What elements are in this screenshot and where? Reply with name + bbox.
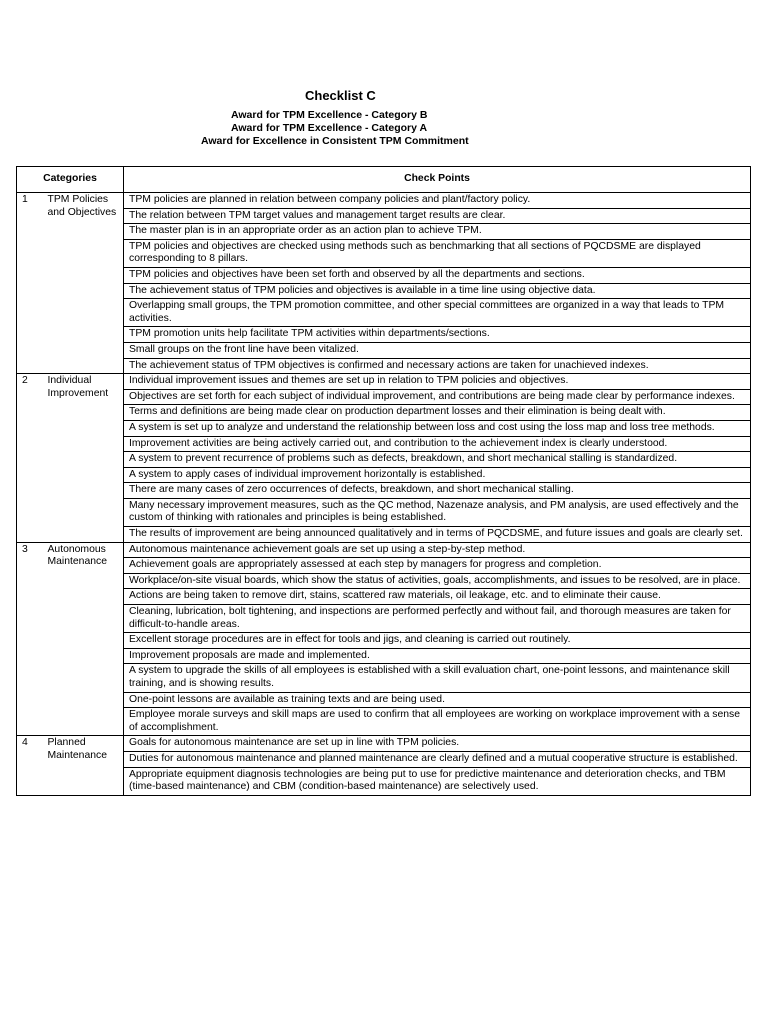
check-point: TPM promotion units help facilitate TPM activities within departments/sections.	[124, 327, 751, 343]
table-row	[17, 267, 751, 283]
table-row	[17, 327, 751, 343]
table-row	[17, 751, 751, 767]
check-point: Cleaning, lubrication, bolt tightening, and inspections are performed perfectly and without fail, and thorough measures are taken for difficult-to-handle areas.	[124, 605, 751, 633]
table-row	[17, 633, 751, 649]
table-row	[17, 589, 751, 605]
table-row	[17, 664, 751, 692]
table-row	[17, 527, 751, 543]
check-point: TPM policies and objectives are checked using methods such as benchmarking that all sections of PQCDSME are displayed corresponding to 8 pillars.	[124, 239, 751, 267]
table-row	[17, 374, 751, 390]
document-title: Checklist C	[305, 88, 376, 103]
check-point: Appropriate equipment diagnosis technologies are being put to use for predictive maintenance and deterioration checks, and TBM (time-based maintenance) and CBM (condition-based maintenance) are selectively used.	[124, 767, 751, 795]
table-row	[17, 436, 751, 452]
check-point: Many necessary improvement measures, such as the QC method, Nazenaze analysis, and PM analysis, are used effectively and the custom of thinking with rationales and principles is being established.	[124, 498, 751, 526]
section-number: 3	[17, 542, 43, 736]
check-point: The relation between TPM target values and management target results are clear.	[124, 208, 751, 224]
check-point: Autonomous maintenance achievement goals are set up using a step-by-step method.	[124, 542, 751, 558]
table-header-row	[17, 167, 751, 193]
table-row	[17, 692, 751, 708]
table-row	[17, 708, 751, 736]
check-point: Terms and definitions are being made clear on production department losses and their elimination is being dealt with.	[124, 405, 751, 421]
table-row	[17, 224, 751, 240]
section-number: 1	[17, 193, 43, 374]
check-point: TPM policies and objectives have been set forth and observed by all the departments and sections.	[124, 267, 751, 283]
section-category: Planned Maintenance	[43, 736, 124, 795]
check-point: Excellent storage procedures are in effect for tools and jigs, and cleaning is carried out routinely.	[124, 633, 751, 649]
table-row	[17, 483, 751, 499]
table-row	[17, 542, 751, 558]
table-row	[17, 283, 751, 299]
table-row	[17, 467, 751, 483]
check-point: A system to apply cases of individual improvement horizontally is established.	[124, 467, 751, 483]
categories-column-header: Categories	[17, 167, 124, 193]
table-row	[17, 767, 751, 795]
table-row	[17, 239, 751, 267]
check-point: Overlapping small groups, the TPM promotion committee, and other special committees are organized in a way that leads to TPM activities.	[124, 299, 751, 327]
table-row	[17, 558, 751, 574]
check-point: The achievement status of TPM policies and objectives is available in a time line using objective data.	[124, 283, 751, 299]
check-point: Achievement goals are appropriately assessed at each step by managers for progress and completion.	[124, 558, 751, 574]
table-row	[17, 736, 751, 752]
table-row	[17, 452, 751, 468]
table-row	[17, 208, 751, 224]
check-point: A system is set up to analyze and understand the relationship between loss and cost using the loss map and loss tree methods.	[124, 420, 751, 436]
check-point: The achievement status of TPM objectives is confirmed and necessary actions are taken for unachieved indexes.	[124, 358, 751, 374]
section-number: 2	[17, 374, 43, 543]
table-row	[17, 342, 751, 358]
subtitle-consistent-commitment: Award for Excellence in Consistent TPM Commitment	[201, 135, 469, 147]
table-row	[17, 420, 751, 436]
check-point: Improvement activities are being actively carried out, and contribution to the achievement index is clearly understood.	[124, 436, 751, 452]
check-point: Workplace/on-site visual boards, which show the status of activities, goals, accomplishments, and issues to be resolved, are in place.	[124, 573, 751, 589]
table-row	[17, 648, 751, 664]
check-point: The results of improvement are being announced qualitatively and in terms of PQCDSME, and future issues and goals are clearly set.	[124, 527, 751, 543]
subtitle-category-b: Award for TPM Excellence - Category B	[231, 109, 428, 121]
section-category: Individual Improvement	[43, 374, 124, 543]
table-row	[17, 405, 751, 421]
table-row	[17, 573, 751, 589]
check-point: Employee morale surveys and skill maps are used to confirm that all employees are working on workplace improvement with a sense of accomplishment.	[124, 708, 751, 736]
table-row	[17, 193, 751, 209]
check-point: There are many cases of zero occurrences of defects, breakdown, and short mechanical stalling.	[124, 483, 751, 499]
section-category: Autonomous Maintenance	[43, 542, 124, 736]
checklist-table	[16, 166, 751, 796]
section-number: 4	[17, 736, 43, 795]
check-points-column-header: Check Points	[124, 167, 751, 193]
table-row	[17, 299, 751, 327]
check-point: Improvement proposals are made and implemented.	[124, 648, 751, 664]
check-point: The master plan is in an appropriate order as an action plan to achieve TPM.	[124, 224, 751, 240]
check-point: A system to upgrade the skills of all employees is established with a skill evaluation chart, one-point lessons, and maintenance skill training, and is showing results.	[124, 664, 751, 692]
subtitle-category-a: Award for TPM Excellence - Category A	[231, 122, 428, 134]
checklist-body	[17, 193, 751, 796]
check-point: Duties for autonomous maintenance and planned maintenance are clearly defined and a mutual cooperative structure is established.	[124, 751, 751, 767]
table-row	[17, 389, 751, 405]
check-point: One-point lessons are available as training texts and are being used.	[124, 692, 751, 708]
check-point: Objectives are set forth for each subject of individual improvement, and contributions are being made clear by performance indexes.	[124, 389, 751, 405]
check-point: Small groups on the front line have been vitalized.	[124, 342, 751, 358]
check-point: TPM policies are planned in relation between company policies and plant/factory policy.	[124, 193, 751, 209]
table-row	[17, 498, 751, 526]
check-point: Actions are being taken to remove dirt, stains, scattered raw materials, oil leakage, etc. and to eliminate their cause.	[124, 589, 751, 605]
section-category: TPM Policies and Objectives	[43, 193, 124, 374]
check-point: A system to prevent recurrence of problems such as defects, breakdown, and short mechanical stalling is standardized.	[124, 452, 751, 468]
table-row	[17, 605, 751, 633]
check-point: Individual improvement issues and themes are set up in relation to TPM policies and objectives.	[124, 374, 751, 390]
table-row	[17, 358, 751, 374]
check-point: Goals for autonomous maintenance are set up in line with TPM policies.	[124, 736, 751, 752]
